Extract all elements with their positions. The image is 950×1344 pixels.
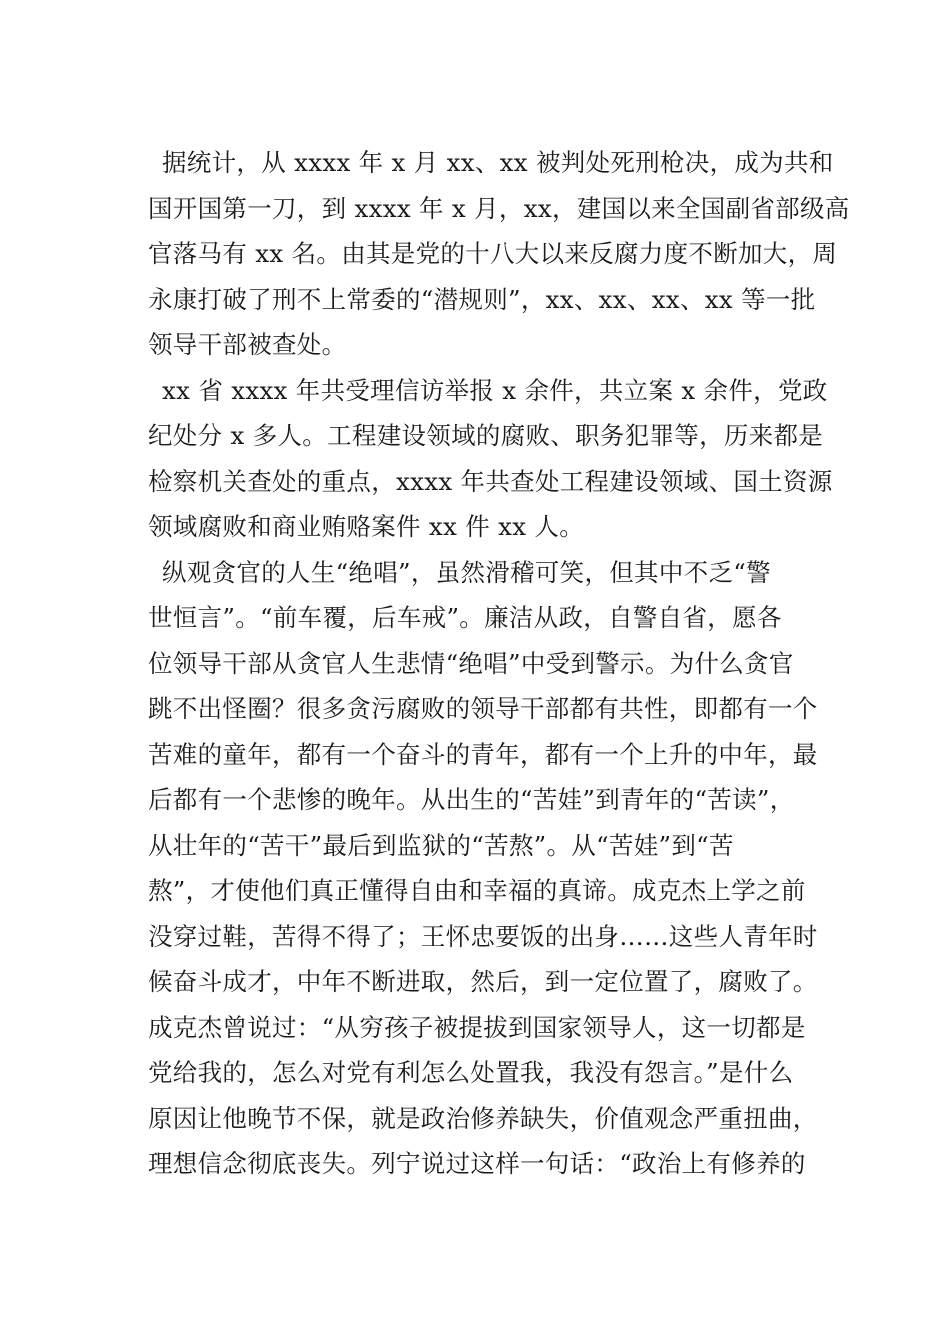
text-line: 后都有一个悲惨的晚年。从出生的“苦娃”到青年的“苦读”， xyxy=(148,785,795,814)
text-line: 位领导干部从贪官人生悲情“绝唱”中受到警示。为什么贪官 xyxy=(148,648,794,678)
text-line: 世恒言”。“前车覆，后车戒”。廉洁从政，自警自省，愿各 xyxy=(148,603,782,632)
text-line: 候奋斗成才，中年不断进取，然后，到一定位置了，腐败了。 xyxy=(148,967,818,996)
text-line: 国开国第一刀，到 xxxx 年 x 月，xx，建国以来全国副省部级高 xyxy=(148,193,850,223)
text-line: 据统计，从 xxxx 年 x 月 xx、xx 被判处死刑枪决，成为共和 xyxy=(162,148,834,177)
text-line: 党给我的，怎么对党有利怎么处置我，我没有怨言。”是什么 xyxy=(148,1058,794,1087)
text-line: 苦难的童年，都有一个奋斗的青年，都有一个上升的中年，最 xyxy=(148,739,818,769)
paragraph-1 xyxy=(148,140,850,368)
text-line: 纪处分 x 多人。工程建设领域的腐败、职务犯罪等，历来都是 xyxy=(148,421,824,450)
text-line: 熬”，才使他们真正懂得自由和幸福的真谛。成克杰上学之前 xyxy=(148,876,806,905)
text-line: 领导干部被查处。 xyxy=(148,330,347,359)
text-line: 检察机关查处的重点，xxxx 年共查处工程建设领域、国土资源 xyxy=(148,466,833,496)
text-line: 永康打破了刑不上常委的“潜规则”，xx、xx、xx、xx 等一批 xyxy=(148,284,816,314)
text-line: 从壮年的“苦干”最后到监狱的“苦熬”。从“苦娃”到“苦 xyxy=(148,830,734,860)
text-line: 成克杰曾说过：“从穷孩子被提拔到国家领导人，这一切都是 xyxy=(148,1012,806,1042)
text-line: 跳不出怪圈？很多贪污腐败的领导干部都有共性，即都有一个 xyxy=(148,694,818,723)
paragraph-2 xyxy=(148,368,838,550)
text-line: 没穿过鞋，苦得不得了；王怀忠要饭的出身……这些人青年时 xyxy=(148,921,818,951)
text-line: xx 省 xxxx 年共受理信访举报 x 余件，共立案 x 余件，党政 xyxy=(162,375,828,405)
text-line: 纵观贪官的人生“绝唱”，虽然滑稽可笑，但其中不乏“警 xyxy=(162,557,771,587)
text-line: 官落马有 xx 名。由其是党的十八大以来反腐力度不断加大，周 xyxy=(148,239,838,268)
text-line: 理想信念彻底丧失。列宁说过这样一句话：“政治上有修养的 xyxy=(148,1149,806,1178)
paragraph-3 xyxy=(148,550,838,1187)
text-line: 原因让他晚节不保，就是政治修养缺失，价值观念严重扭曲， xyxy=(148,1103,818,1133)
body-text xyxy=(148,140,850,1187)
text-line: 领域腐败和商业贿赂案件 xx 件 xx 人。 xyxy=(148,512,585,541)
